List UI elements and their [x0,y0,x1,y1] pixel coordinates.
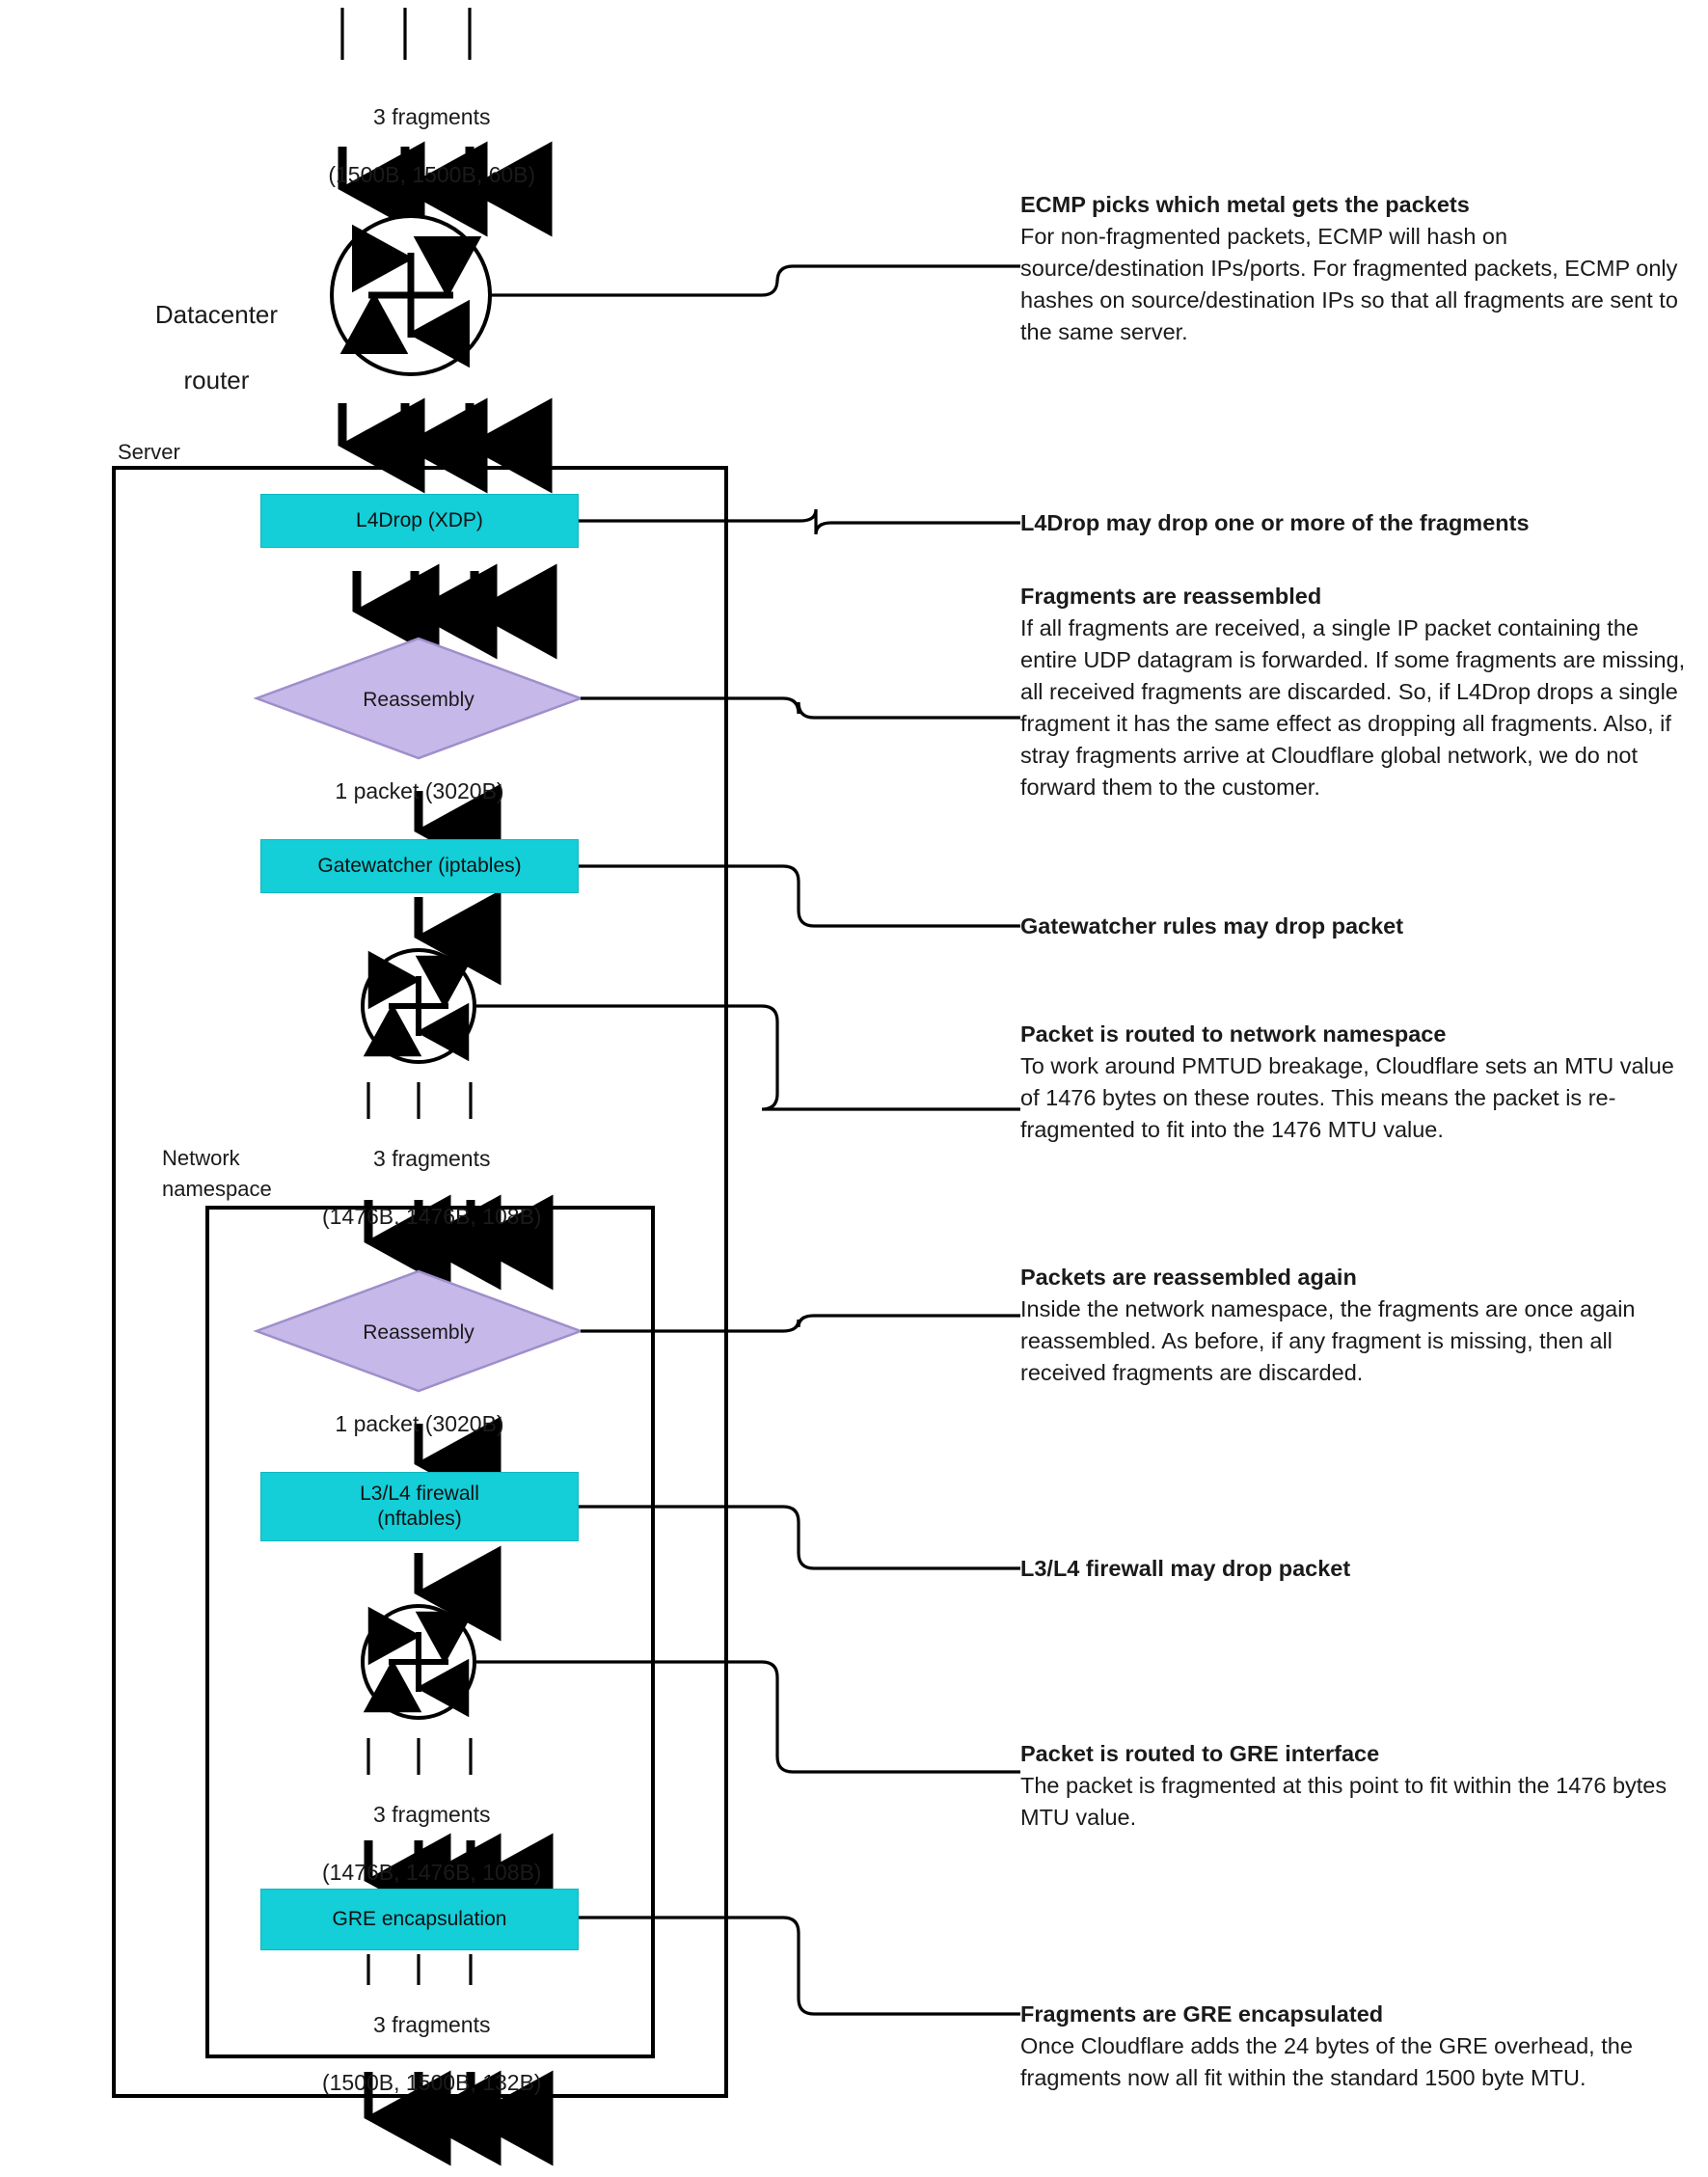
annotation-routed-netns-body: To work around PMTUD breakage, Cloudflare sets an MTU value of 1476 bytes on these routes. This means the packet is re-fragmented to fit into the 1476 MTU value. [1020,1053,1674,1142]
annotation-gre-route-heading: Packet is routed to GRE interface [1020,1741,1380,1766]
flow-label-after-router-2-line1: 3 fragments [373,1146,491,1171]
annotation-reassembly-2-heading: Packets are reassembled again [1020,1265,1357,1290]
flow-label-after-gre-line1: 3 fragments [373,2012,491,2037]
flow-label-after-gre [231,1981,608,2126]
node-reassembly-1-label: Reassembly [363,689,474,711]
annotation-gre-encap [1020,1999,1695,2094]
annotation-routed-netns [1020,1019,1695,1146]
netns-line2: namespace [162,1177,272,1201]
annotation-l4drop-heading: L4Drop may drop one or more of the fragments [1020,510,1530,535]
annotation-reassembly-2 [1020,1262,1695,1389]
node-reassembly-2-label: Reassembly [363,1321,474,1344]
node-gatewatcher-label: Gatewatcher (iptables) [317,855,522,877]
annotation-reassembly-1-heading: Fragments are reassembled [1020,584,1322,609]
node-l4drop-label: L4Drop (XDP) [356,509,483,531]
flow-label-top-line2: (1500B, 1500B, 60B) [328,162,536,187]
annotation-gre-route [1020,1738,1695,1834]
flow-label-after-reassembly-1: 1 packet (3020B) [335,778,504,803]
annotation-reassembly-1 [1020,581,1695,803]
datacenter-router-line2: router [183,366,250,395]
annotation-gre-route-body: The packet is fragmented at this point to fit within the 1476 bytes MTU value. [1020,1773,1667,1830]
node-l3l4-firewall-line2: (nftables) [377,1508,462,1530]
annotation-reassembly-1-body: If all fragments are received, a single IP packet containing the entire UDP datagram is forwarded. If some fragments are missing, all received fragments are discarded. So, if L4Drop drops a single fragment it has the same effect as dropping all fragments. Also, if stray fragments arrive at Cloudflare global network, we do not forward them to the customer. [1020,615,1686,800]
flow-label-after-router-3-line1: 3 fragments [373,1802,491,1827]
node-l4drop[interactable] [260,494,579,548]
annotation-gatewatcher-heading: Gatewatcher rules may drop packet [1020,913,1404,939]
annotation-gre-encap-heading: Fragments are GRE encapsulated [1020,2001,1384,2027]
annotation-ecmp [1020,189,1686,348]
annotation-routed-netns-heading: Packet is routed to network namespace [1020,1021,1447,1047]
flow-label-after-gre-line2: (1500B, 1500B, 132B) [321,2070,542,2095]
flow-label-after-router-2-line2: (1476B, 1476B, 108B) [321,1204,542,1229]
node-l3l4-firewall[interactable] [260,1472,579,1541]
annotation-gre-encap-body: Once Cloudflare adds the 24 bytes of the GRE overhead, the fragments now all fit within the standard 1500 byte MTU. [1020,2033,1633,2090]
flow-label-top [231,73,608,218]
annotation-gatewatcher [1020,911,1686,942]
annotation-firewall [1020,1553,1686,1585]
node-l3l4-firewall-line1: L3/L4 firewall [360,1483,479,1505]
netns-line1: Network [162,1146,240,1170]
container-label-server: Server [118,440,180,464]
annotation-ecmp-heading: ECMP picks which metal gets the packets [1020,192,1470,217]
node-gatewatcher[interactable] [260,839,579,893]
annotation-l4drop [1020,507,1686,539]
datacenter-router-label [96,265,309,429]
node-l3l4-firewall-label [261,1482,578,1532]
datacenter-router-line1: Datacenter [154,300,279,329]
node-gre-encapsulation-label: GRE encapsulation [332,1908,507,1930]
flow-label-after-router-3-line2: (1476B, 1476B, 108B) [321,1860,542,1885]
annotation-firewall-heading: L3/L4 firewall may drop packet [1020,1556,1351,1581]
annotation-reassembly-2-body: Inside the network namespace, the fragments are once again reassembled. As before, if any fragment is missing, then all received fragments are discarded. [1020,1296,1636,1385]
flow-label-top-line1: 3 fragments [373,104,491,129]
annotation-ecmp-body: For non-fragmented packets, ECMP will hash on source/destination IPs/ports. For fragmented packets, ECMP only hashes on source/destination IPs so that all fragments are sent to the same server. [1020,224,1678,344]
flow-label-after-router-2 [231,1115,608,1260]
flow-label-after-reassembly-2: 1 packet (3020B) [335,1411,504,1436]
node-gre-encapsulation[interactable] [260,1889,579,1950]
